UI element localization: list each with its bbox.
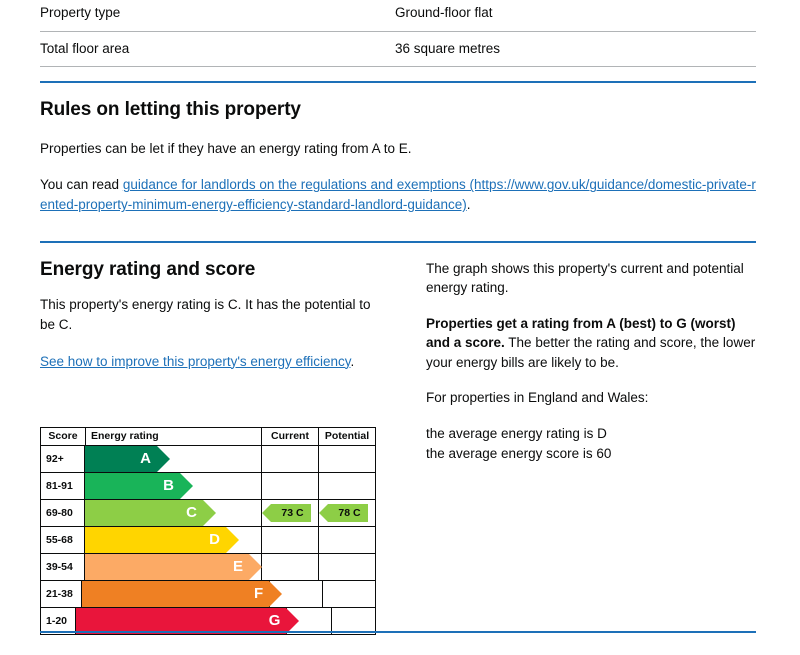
- epc-band-row: [41, 581, 375, 608]
- energy-rating-left-column: [40, 259, 380, 371]
- epc-band-score: 69-80: [41, 500, 85, 526]
- epc-header-current: Current: [262, 428, 319, 445]
- average-score-line: the average energy score is 60: [426, 445, 612, 461]
- epc-current-cell: [262, 527, 319, 553]
- epc-band-score: 21-38: [41, 581, 82, 607]
- epc-potential-cell: [319, 473, 375, 499]
- average-rating-line: the average energy rating is D: [426, 425, 607, 441]
- epc-current-cell: [262, 554, 319, 580]
- potential-rating-marker: 78 C: [328, 504, 368, 522]
- epc-band-score: 81-91: [41, 473, 85, 499]
- epc-band-bar-b: B: [85, 473, 180, 499]
- epc-band-bar-g: G: [76, 608, 286, 634]
- fact-key: Total floor area: [40, 40, 130, 56]
- fact-key: Property type: [40, 5, 121, 20]
- epc-current-cell: [262, 473, 319, 499]
- current-rating-marker: 73 C: [271, 504, 311, 522]
- epc-current-cell: [287, 608, 331, 634]
- section-divider-blue-2: [40, 241, 756, 243]
- epc-band-bar-d: D: [85, 527, 226, 553]
- epc-band-bar-cell: [85, 473, 262, 499]
- epc-potential-cell: [323, 581, 375, 607]
- graph-explainer: The graph shows this property's current and potential energy rating.: [426, 260, 744, 296]
- page-title-energy: Energy rating and score: [40, 258, 256, 280]
- epc-band-bar-a: A: [85, 446, 157, 472]
- epc-band-bar-cell: [76, 608, 287, 634]
- table-row: [40, 0, 756, 31]
- epc-band-bar-cell: [85, 554, 262, 580]
- epc-current-cell: [270, 581, 323, 607]
- epc-band-bar-f: F: [82, 581, 269, 607]
- epc-potential-cell: [319, 554, 375, 580]
- epc-band-bar-c: C: [85, 500, 203, 526]
- epc-band-score: 55-68: [41, 527, 85, 553]
- rating-explainer-bold: Properties get a rating from A (best) to G (worst) and a score.: [426, 315, 736, 351]
- epc-header-score: Score: [41, 428, 86, 445]
- landlord-guidance-link[interactable]: guidance for landlords on the regulations and exemptions (https://www.gov.uk/guidance/domestic-private-rented-property-minimum-energy-efficiency-standard-landlord-guidance): [40, 177, 756, 213]
- epc-potential-cell: [332, 608, 375, 634]
- improve-efficiency-paragraph: [40, 352, 380, 372]
- table-row: [40, 31, 756, 67]
- epc-band-row: [41, 527, 375, 554]
- energy-summary: This property's energy rating is C. It has the potential to be C.: [40, 297, 371, 332]
- epc-band-bar-cell: [82, 581, 270, 607]
- epc-potential-cell: [319, 446, 375, 472]
- epc-potential-cell: [319, 527, 375, 553]
- epc-current-cell: [262, 500, 319, 526]
- rules-paragraph-2-prefix: You can read: [40, 177, 123, 193]
- epc-band-score: 39-54: [41, 554, 85, 580]
- rating-explainer-rest: The better the rating and score, the lower your energy bills are likely to be.: [426, 335, 756, 370]
- epc-header-rating: Energy rating: [86, 428, 262, 445]
- improve-efficiency-link[interactable]: See how to improve this property's energy efficiency: [40, 353, 351, 369]
- rules-paragraph-1: Properties can be let if they have an energy rating from A to E.: [40, 140, 412, 156]
- epc-band-score: 1-20: [41, 608, 76, 634]
- england-wales-intro: For properties in England and Wales:: [426, 390, 649, 406]
- footer-divider-blue: [40, 631, 756, 633]
- epc-band-bar-cell: [85, 527, 262, 553]
- epc-band-bar-cell: [85, 446, 262, 472]
- epc-band-row: [41, 500, 375, 527]
- fact-value: 36 square metres: [395, 40, 501, 56]
- epc-band-score: 92+: [41, 446, 85, 472]
- energy-rating-right-column: [426, 259, 756, 464]
- epc-band-row: [41, 446, 375, 473]
- epc-band-row: [41, 473, 375, 500]
- epc-rating-graph: [40, 427, 376, 635]
- rules-paragraph-2: [40, 175, 760, 214]
- epc-current-cell: [262, 446, 319, 472]
- fact-value: Ground-floor flat: [395, 5, 493, 20]
- page-title-rules: Rules on letting this property: [40, 99, 301, 121]
- epc-graph-header: [41, 428, 375, 446]
- rating-explainer: [426, 314, 756, 373]
- property-facts-table: [40, 0, 756, 67]
- epc-band-bar-e: E: [85, 554, 249, 580]
- epc-band-row: [41, 608, 375, 634]
- improve-efficiency-link-suffix: .: [350, 353, 355, 369]
- epc-header-potential: Potential: [324, 429, 370, 442]
- epc-band-bar-cell: [85, 500, 262, 526]
- rules-paragraph-2-suffix: .: [466, 197, 471, 213]
- epc-band-row: [41, 554, 375, 581]
- section-divider-blue: [40, 81, 756, 83]
- epc-potential-cell: [319, 500, 375, 526]
